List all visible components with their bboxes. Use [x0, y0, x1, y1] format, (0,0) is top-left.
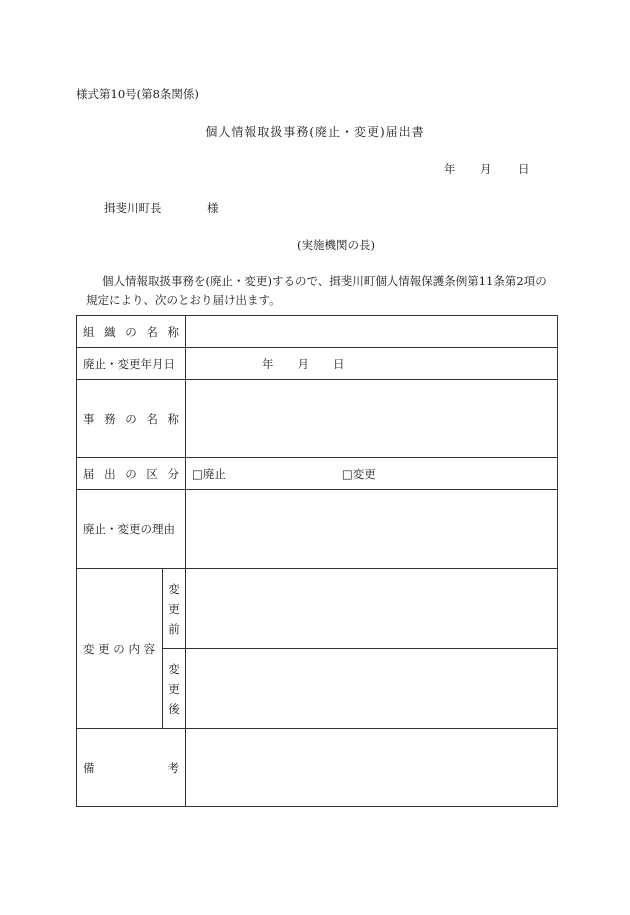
- row-affair-name: [77, 380, 558, 458]
- row-reason: [77, 490, 558, 569]
- row-category: [77, 458, 558, 490]
- agency-head-label: (実施機関の長): [297, 238, 375, 252]
- abolish-checkbox[interactable]: □廃止: [192, 466, 226, 481]
- addressee: 揖斐川町長: [104, 201, 162, 215]
- date-label: 廃止・変更年月日: [77, 348, 186, 380]
- body-text-line-2: 規定により、次のとおり届け出ます。: [86, 293, 281, 307]
- form-number: 様式第10号(第8条関係): [76, 87, 199, 101]
- before-change-field[interactable]: [186, 569, 558, 649]
- row-change-before: [77, 569, 558, 649]
- abolish-change-date-field[interactable]: 年 月 日: [186, 348, 558, 380]
- notification-form-table: [76, 315, 558, 807]
- submission-date: [444, 161, 530, 177]
- change-checkbox[interactable]: □変更: [341, 466, 376, 481]
- row-remarks: [77, 729, 558, 807]
- body-text-line-1: 個人情報取扱事務を(廃止・変更)するので、揖斐川町個人情報保護条例第11条第2項の: [102, 274, 547, 288]
- remarks-label: 備 考: [77, 729, 186, 807]
- after-label: 変 更 後: [163, 649, 186, 729]
- addressee-honorific: 様: [207, 201, 219, 215]
- document-title: 個人情報取扱事務(廃止・変更)届出書: [205, 125, 425, 139]
- affair-name-field[interactable]: [186, 380, 558, 458]
- date-year-label: 年: [444, 162, 456, 176]
- org-name-label: 組 織 の 名 称: [77, 316, 186, 348]
- change-content-label: 変 更 の 内 容: [77, 569, 163, 729]
- row-date: [77, 348, 558, 380]
- date-day-label: 日: [518, 162, 530, 176]
- date-month-label: 月: [480, 162, 492, 176]
- remarks-field[interactable]: [186, 729, 558, 807]
- category-label: 届 出 の 区 分: [77, 458, 186, 490]
- after-change-field[interactable]: [186, 649, 558, 729]
- affair-name-label: 事 務 の 名 称: [77, 380, 186, 458]
- reason-field[interactable]: [186, 490, 558, 569]
- org-name-field[interactable]: [186, 316, 558, 348]
- reason-label: 廃止・変更の理由: [77, 490, 186, 569]
- category-options: [186, 458, 558, 490]
- row-org-name: [77, 316, 558, 348]
- before-label: 変 更 前: [163, 569, 186, 649]
